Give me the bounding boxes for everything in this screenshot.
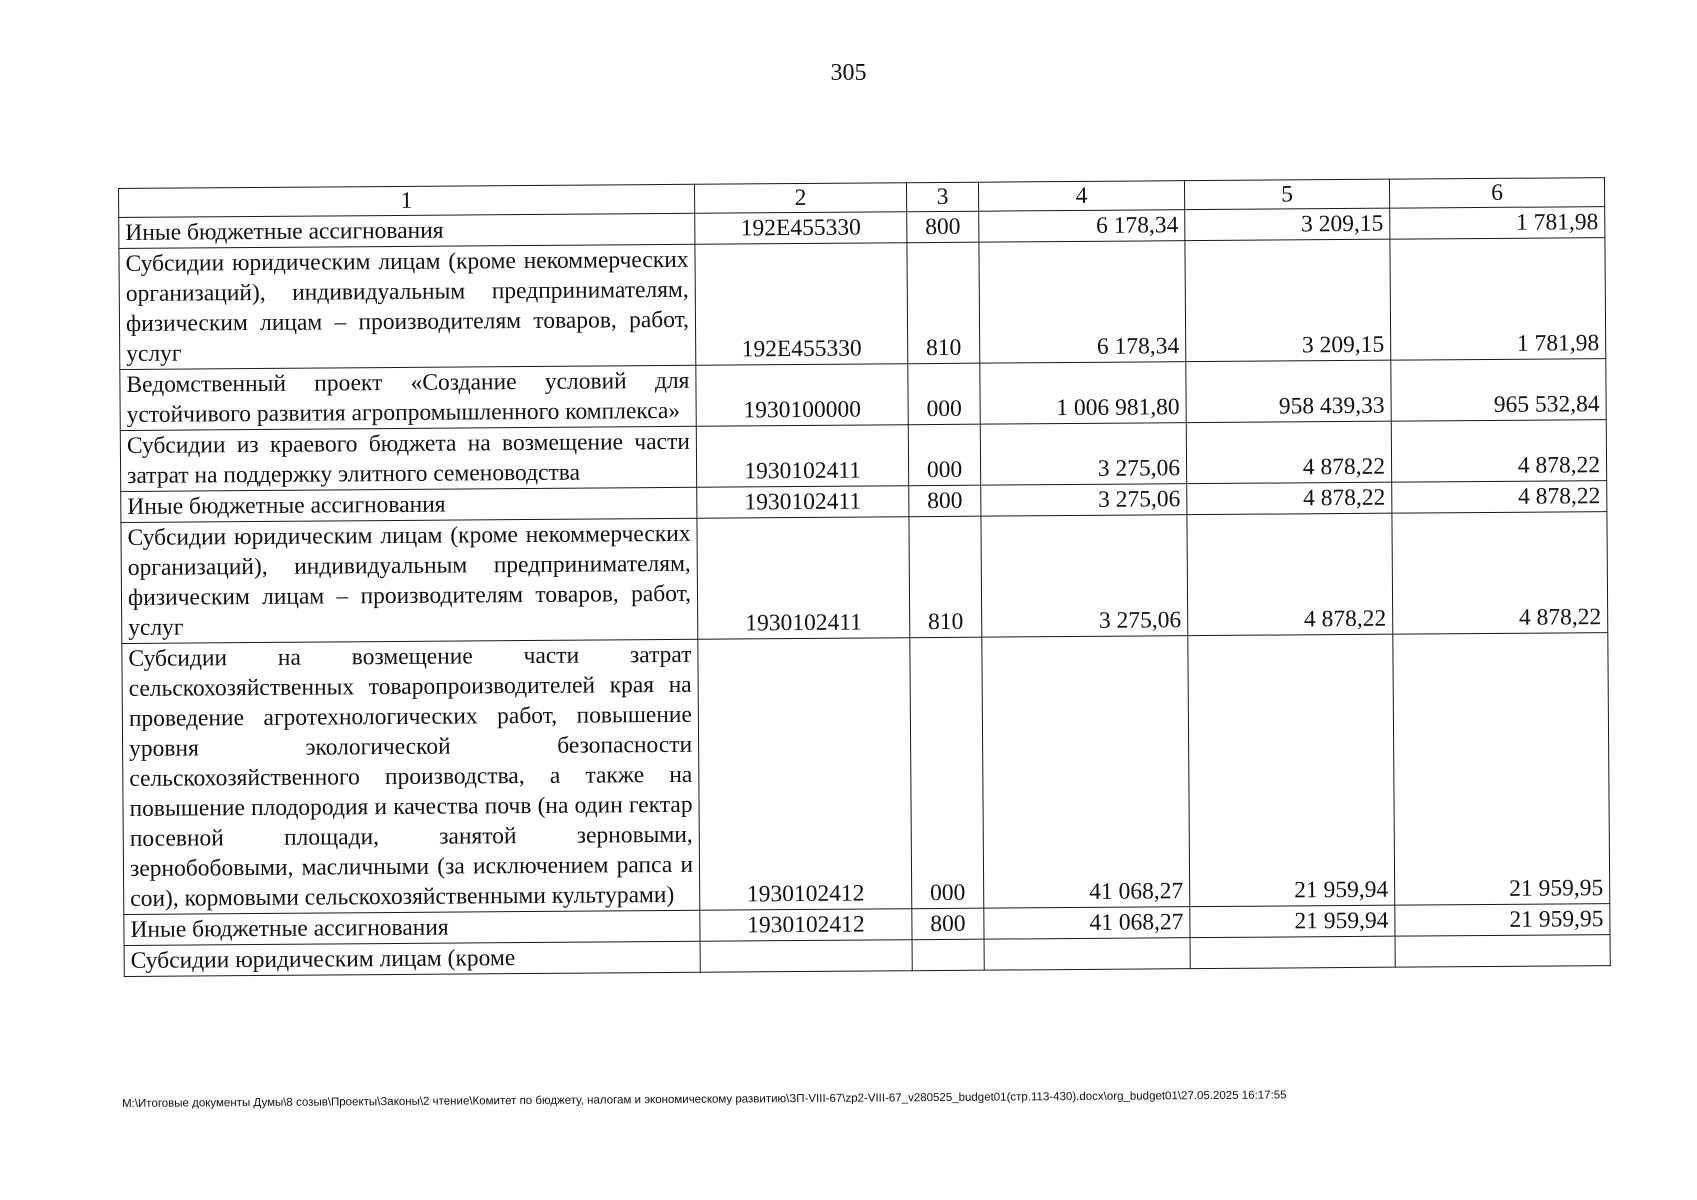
table-row [119,238,1606,370]
row-code: 1930102412 [698,638,912,911]
row-value-1: 6 178,34 [979,210,1185,243]
row-value-1: 3 275,06 [981,484,1187,517]
row-value-1: 41 068,27 [984,907,1190,940]
row-value-2: 4 878,22 [1186,421,1391,484]
row-type: 800 [909,485,981,517]
row-name: Субсидии юридическим лицам (кроме [124,941,700,976]
row-code: 1930102412 [700,909,912,942]
table-row [120,359,1606,431]
row-value-3: 21 959,95 [1395,904,1610,937]
row-value-2: 21 959,94 [1190,905,1395,938]
row-type: 810 [907,242,980,364]
header-cell-4: 4 [978,181,1184,212]
row-value-1: 6 178,34 [979,241,1186,364]
row-value-2: 4 878,22 [1187,482,1392,515]
header-cell-2: 2 [694,183,906,214]
header-cell-3: 3 [906,182,978,212]
row-type [912,939,984,971]
row-name: Субсидии из краевого бюджета на возмещение части затрат на поддержку элитного семеноводства [120,426,696,491]
row-value-3 [1395,935,1610,968]
row-name: Ведомственный проект «Создание условий для устойчивого развития агропромышленного комплекса» [120,365,696,430]
row-value-1: 1 006 981,80 [980,362,1186,425]
document-footer-path: М:\Итоговые документы Думы\8 созыв\Проекты\Законы\2 чтение\Комитет по бюджету, налогам и экономическому развитию\ЗП-VIII-67\zp2-VIII-67_v280525_budget01(стр.113-430).docx\org_budget01\27.05.2025 16:17:55 [122,1089,1287,1110]
row-value-2: 21 959,94 [1188,634,1395,906]
row-value-1: 3 275,06 [980,423,1186,486]
row-name: Иные бюджетные ассигнования [121,487,697,522]
row-code: 1930102411 [697,486,909,519]
row-type: 000 [908,363,980,425]
row-value-3: 21 959,95 [1393,633,1610,906]
row-code: 1930102411 [697,517,910,640]
row-value-2: 4 878,22 [1187,513,1393,635]
row-name: Иные бюджетные ассигнования [124,910,700,945]
row-type: 800 [907,211,979,243]
row-type: 800 [912,908,984,940]
row-name: Субсидии юридическим лицам (кроме некоммерческих организаций), индивидуальным предпринимателям, физическим лицам – производителям товаров, работ, услуг [121,518,698,643]
row-value-2 [1190,936,1395,969]
row-value-2: 958 439,33 [1186,360,1391,423]
row-type: 000 [908,424,980,486]
document-sheet [118,177,1610,977]
row-value-3: 4 878,22 [1392,481,1607,514]
row-value-3: 1 781,98 [1390,238,1606,361]
table-row [121,512,1608,644]
header-cell-5: 5 [1184,179,1389,210]
row-value-1: 41 068,27 [982,636,1190,909]
row-code: 192E455330 [695,212,907,245]
row-value-3: 1 781,98 [1390,207,1605,240]
row-type: 810 [909,516,982,638]
row-code: 192E455330 [695,243,908,366]
row-value-3: 4 878,22 [1392,512,1608,635]
row-code [700,940,912,973]
table-row [122,633,1610,915]
row-name: Субсидии юридическим лицам (кроме некоммерческих организаций), индивидуальным предпринимателям, физическим лицам – производителям товаров, работ, услуг [119,244,696,369]
row-code: 1930100000 [696,364,908,427]
row-value-2: 3 209,15 [1185,208,1390,241]
row-code: 1930102411 [696,425,908,488]
row-value-2: 3 209,15 [1185,239,1391,361]
table-row [120,420,1606,492]
row-name: Субсидии на возмещение части затрат сельскохозяйственных товаропроизводителей края на проведение агротехнологических работ, повышение уровня экологической безопасности сельскохозяйственного производства, а также на повышение плодородия и качества почв (на один гектар посевной площади, занятой зерновыми, зернобобовыми, масличными (за исключением рапса и сои), кормовыми сельскохозяйственными культурами) [122,639,700,914]
page-number: 305 [830,60,867,86]
row-value-1: 3 275,06 [981,515,1188,638]
row-value-1 [984,938,1190,971]
row-type: 000 [910,637,984,909]
header-cell-6: 6 [1389,178,1604,209]
header-cell-1: 1 [119,184,695,217]
row-name: Иные бюджетные ассигнования [119,213,695,248]
row-value-3: 965 532,84 [1391,359,1606,422]
row-value-3: 4 878,22 [1391,420,1606,483]
budget-table [118,177,1611,977]
